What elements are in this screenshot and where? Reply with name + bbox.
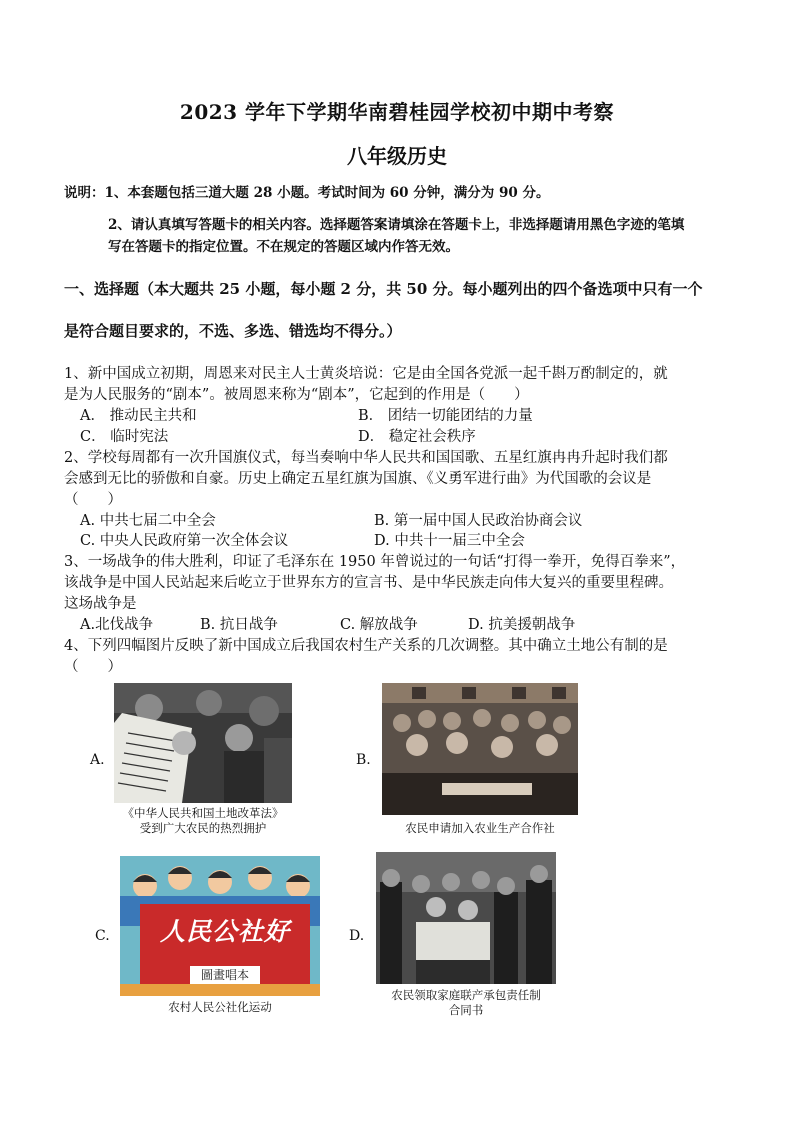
q1-option-c: C． 临时宪法 (80, 429, 169, 445)
section-heading-line-1: 一、选择题（本大题共 25 小题，每小题 2 分，共 50 分。每小题列出的四个备选项中只有一个 (64, 280, 703, 298)
instruction-line-1: 说明：1、本套题包括三道大题 28 小题。考试时间为 60 分钟，满分为 90 分。 (64, 185, 550, 201)
instruction-line-2b: 写在答题卡的指定位置。不在规定的答题区域内作答无效。 (108, 239, 459, 255)
q4-option-b-letter: B. (356, 752, 371, 768)
q4-option-c-letter: C. (95, 928, 110, 944)
q4-option-d-letter: D. (349, 928, 365, 944)
q2-stem-line-3: （ ） (64, 492, 122, 508)
section-heading-line-2: 是符合题目要求的，不选、多选、错选均不得分。） (64, 322, 402, 340)
poster-subtitle: 圖畫唱本 (200, 968, 249, 982)
q2-option-c: C. 中央人民政府第一次全体会议 (80, 533, 289, 549)
q1-stem-line-1: 1、新中国成立初期，周恩来对民主人士黄炎培说：它是由全国各党派一起千斟万酌制定的，就 (64, 366, 668, 382)
q4-stem-line-2: （ ） (64, 659, 122, 675)
q4-caption-d-line-2: 合同书 (448, 1003, 484, 1017)
q2-option-b: B. 第一届中国人民政治协商会议 (374, 513, 583, 529)
exam-subtitle: 八年级历史 (347, 144, 447, 168)
instruction-line-2a: 2、请认真填写答题卡的相关内容。选择题答案请填涂在答题卡上，非选择题请用黑色字迹的笔填 (108, 217, 685, 233)
q1-stem-line-2: 是为人民服务的“剧本”。被周恩来称为“剧本”，它起到的作用是（ ） (64, 387, 529, 403)
q3-stem-line-1: 3、一场战争的伟大胜利，印证了毛泽东在 1950 年曾说过的一句话“打得一拳开，免得百拳来”， (64, 554, 686, 570)
q4-stem-line-1: 4、下列四幅图片反映了新中国成立后我国农村生产关系的几次调整。其中确立土地公有制的是 (64, 638, 668, 654)
q3-stem-line-3: 这场战争是 (64, 596, 137, 612)
land-reform-law-photo (114, 683, 292, 803)
cooperative-application-photo (382, 683, 578, 815)
q3-option-a: A.北伐战争 (80, 617, 154, 633)
poster-title: 人民公社好 (159, 917, 290, 946)
q3-option-c: C. 解放战争 (340, 617, 418, 633)
q3-option-b: B. 抗日战争 (200, 617, 278, 633)
q4-caption-d-line-1: 农民领取家庭联产承包责任制 (391, 988, 541, 1002)
q4-caption-a-line-1: 《中华人民共和国土地改革法》 (122, 806, 284, 820)
q3-stem-line-2: 该战争是中国人民站起来后屹立于世界东方的宣言书、是中华民族走向伟大复兴的重要里程碑。 (64, 575, 673, 591)
q2-stem-line-1: 2、学校每周都有一次升国旗仪式，每当奏响中华人民共和国国歌、五星红旗冉冉升起时我们都 (64, 450, 668, 466)
q2-option-a: A. 中共七届二中全会 (80, 513, 216, 529)
q4-option-a-letter: A. (90, 752, 105, 768)
exam-title: 2023 学年下学期华南碧桂园学校初中期中考察 (179, 100, 615, 124)
q1-option-d: D． 稳定社会秩序 (358, 429, 476, 445)
q2-stem-line-2: 会感到无比的骄傲和自豪。历史上确定五星红旗为国旗、《义勇军进行曲》为代国歌的会议是 (64, 471, 652, 487)
q4-caption-a-line-2: 受到广大农民的热烈拥护 (139, 821, 267, 835)
q4-caption-b: 农民申请加入农业生产合作社 (405, 821, 555, 835)
q1-option-b: B． 团结一切能团结的力量 (358, 408, 533, 424)
q4-caption-c: 农村人民公社化运动 (168, 1000, 272, 1014)
q3-option-d: D. 抗美援朝战争 (468, 617, 576, 633)
household-contract-photo (376, 852, 556, 984)
q2-option-d: D. 中共十一届三中全会 (374, 533, 525, 549)
q1-option-a: A． 推动民主共和 (80, 408, 197, 424)
